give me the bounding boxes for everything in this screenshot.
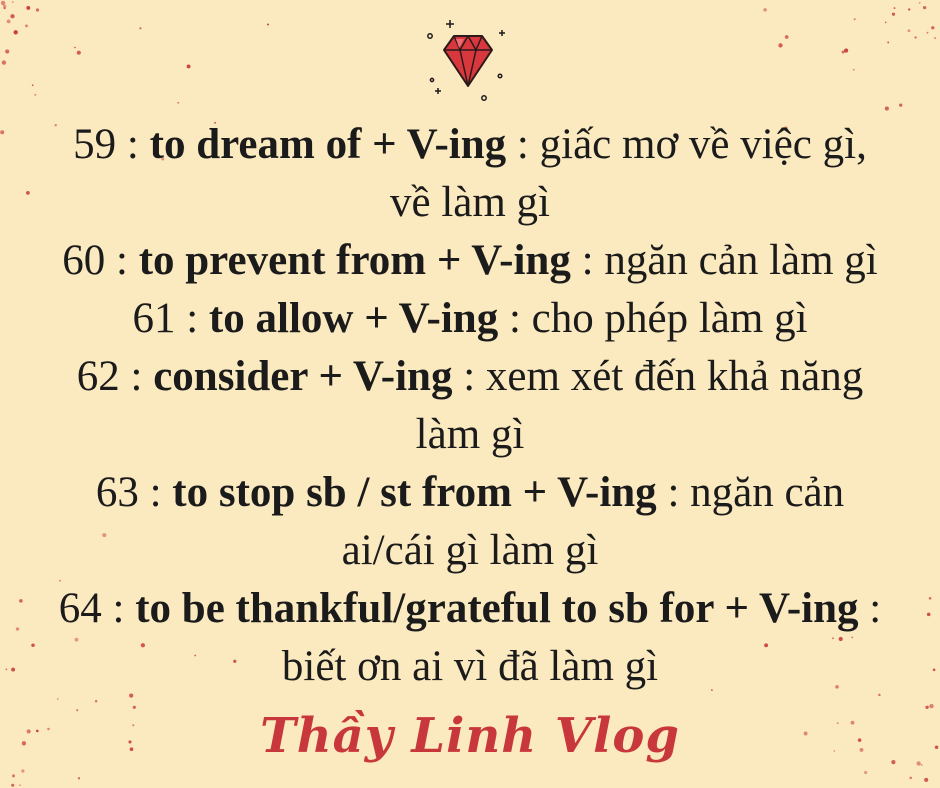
confetti-dot [864,771,867,774]
confetti-dot [12,774,15,777]
diamond-icon [420,14,516,104]
confetti-dot [57,698,59,700]
confetti-dot [11,784,14,787]
confetti-dot [2,60,6,64]
confetti-dot [25,25,28,28]
confetti-dot [763,8,767,12]
confetti-dot [26,6,30,10]
confetti-dot [931,26,934,29]
confetti-dot [19,784,21,786]
list-item-continuation: ai/cái gì làm gì [341,527,599,574]
confetti-dot [853,69,855,71]
confetti-dot [785,35,789,39]
confetti-dot [919,2,921,4]
confetti-dot [854,18,856,20]
confetti-dot [21,769,24,772]
confetti-dot [14,30,18,34]
confetti-dot [844,49,848,53]
list-item: 63 : to stop sb / st from + V-ing : ngăn cản [95,469,845,516]
confetti-dot [908,8,910,10]
confetti-dot [894,7,896,9]
list-item-continuation: làm gì [415,411,525,458]
confetti-dot [77,51,81,55]
confetti-dot [3,5,6,8]
confetti-dot [78,777,80,779]
confetti-dot [778,43,782,47]
list-item-continuation: về làm gì [389,179,550,226]
confetti-dot [12,1,14,3]
confetti-dot [36,8,39,11]
confetti-dot [74,47,76,49]
confetti-dot [32,84,34,86]
confetti-dot [923,6,926,9]
confetti-dot [10,14,14,18]
confetti-dot [7,19,11,23]
confetti-dot [95,700,97,702]
list-item: 59 : to dream of + V-ing : giấc mơ về việc gì, [73,121,867,168]
list-item: 61 : to allow + V-ing : cho phép làm gì [132,295,808,342]
list-item: 62 : consider + V-ing : xem xét đến khả năng [76,353,864,400]
confetti-dot [892,13,895,16]
confetti-dot [934,37,936,39]
confetti-dot [267,23,269,25]
confetti-dot [177,102,179,104]
confetti-dot [908,29,911,32]
confetti-dot [885,22,887,24]
confetti-dot [139,27,141,29]
confetti-dot [927,32,929,34]
phrase-list [0,116,940,696]
confetti-dot [887,41,889,43]
confetti-dot [885,106,889,110]
confetti-dot [34,94,36,96]
confetti-dot [5,49,9,53]
confetti-dot [924,778,928,782]
list-item: 64 : to be thankful/grateful to sb for + V-ing : [58,585,882,632]
confetti-dot [909,777,912,780]
confetti-dot [915,36,917,38]
list-item: 60 : to prevent from + V-ing : ngăn cản làm gì [62,237,878,284]
confetti-dot [1,1,5,5]
list-item-continuation: biết ơn ai vì đã làm gì [281,643,659,690]
confetti-dot [187,64,191,68]
confetti-dot [921,764,923,766]
confetti-dot [899,104,902,107]
signature-logo: Thầy Linh Vlog [260,708,680,764]
